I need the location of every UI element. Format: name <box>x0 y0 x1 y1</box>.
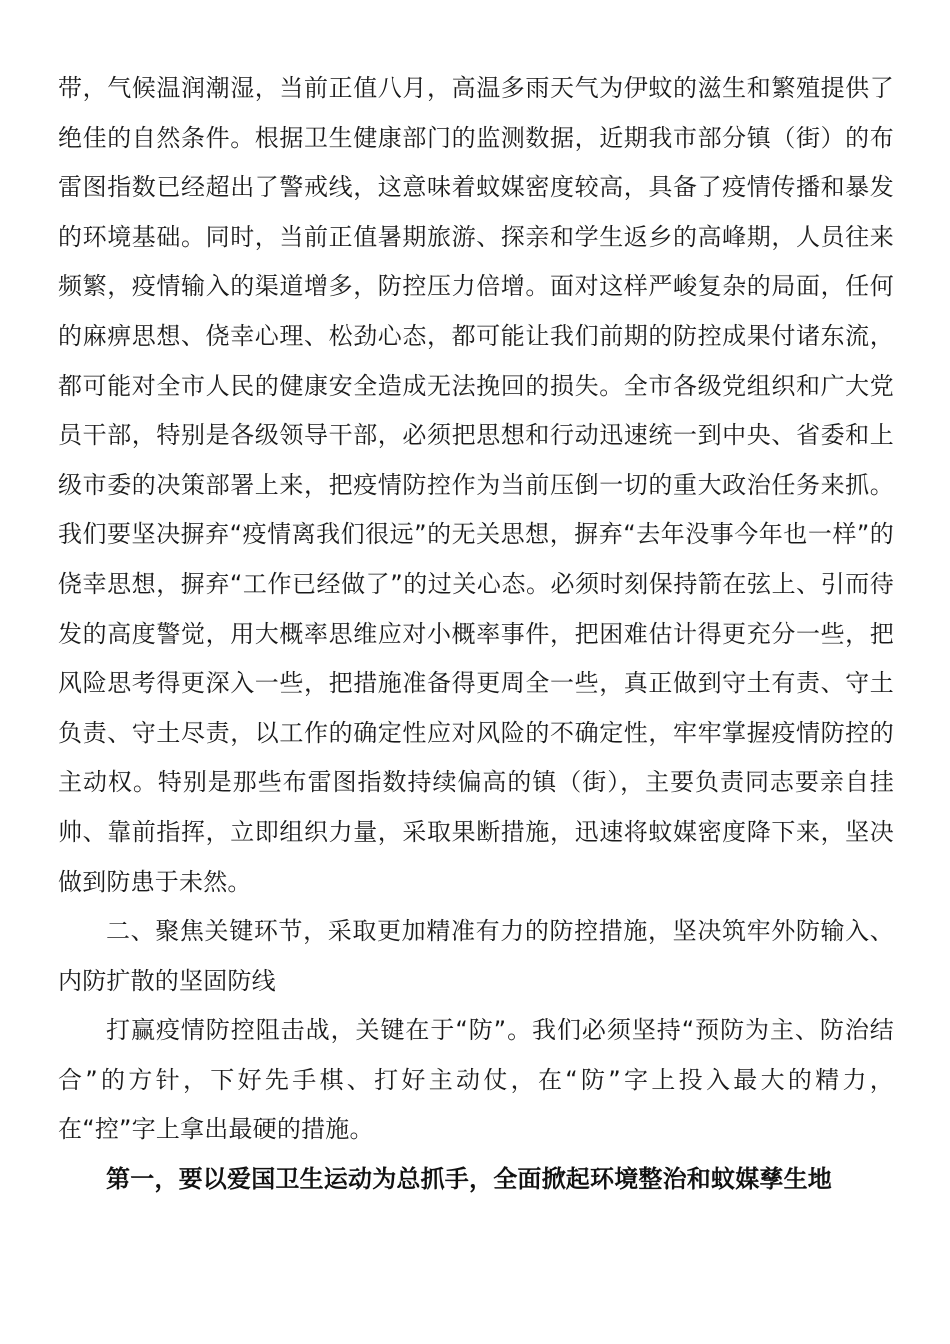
document-body <box>58 64 894 1205</box>
bold-subheading-first: 第一，要以爱国卫生运动为总抓手，全面掀起环境整治和蚊媒孳生地 <box>106 1165 832 1194</box>
section-heading-two: 二、聚焦关键环节，采取更加精准有力的防控措施，坚决筑牢外防输入、内防扩散的坚固防线 <box>58 917 894 995</box>
body-paragraph-prevention: 打赢疫情防控阻击战，关键在于“防”。我们必须坚持“预防为主、防治结合”的方针，下好先手棋、打好主动仗，在“防”字上投入最大的精力，在“控”字上拿出最硬的措施。 <box>58 1016 894 1144</box>
body-paragraph-situation: 带，气候温润潮湿，当前正值八月，高温多雨天气为伊蚊的滋生和繁殖提供了绝佳的自然条件。根据卫生健康部门的监测数据，近期我市部分镇（街）的布雷图指数已经超出了警戒线，这意味着蚊媒密度较高，具备了疫情传播和暴发的环境基础。同时，当前正值暑期旅游、探亲和学生返乡的高峰期，人员往来频繁，疫情输入的渠道增多，防控压力倍增。面对这样严峻复杂的局面，任何的麻痹思想、侥幸心理、松劲心态，都可能让我们前期的防控成果付诸东流，都可能对全市人民的健康安全造成无法挽回的损失。全市各级党组织和广大党员干部，特别是各级领导干部，必须把思想和行动迅速统一到中央、省委和上级市委的决策部署上来，把疫情防控作为当前压倒一切的重大政治任务来抓。我们要坚决摒弃“疫情离我们很远”的无关思想，摒弃“去年没事今年也一样”的侥幸思想，摒弃“工作已经做了”的过关心态。必须时刻保持箭在弦上、引而待发的高度警觉，用大概率思维应对小概率事件，把困难估计得更充分一些，把风险思考得更深入一些，把措施准备得更周全一些，真正做到守土有责、守土负责、守土尽责，以工作的确定性应对风险的不确定性，牢牢掌握疫情防控的主动权。特别是那些布雷图指数持续偏高的镇（街），主要负责同志要亲自挂帅、靠前指挥，立即组织力量，采取果断措施，迅速将蚊媒密度降下来，坚决做到防患于未然。 <box>58 74 894 896</box>
